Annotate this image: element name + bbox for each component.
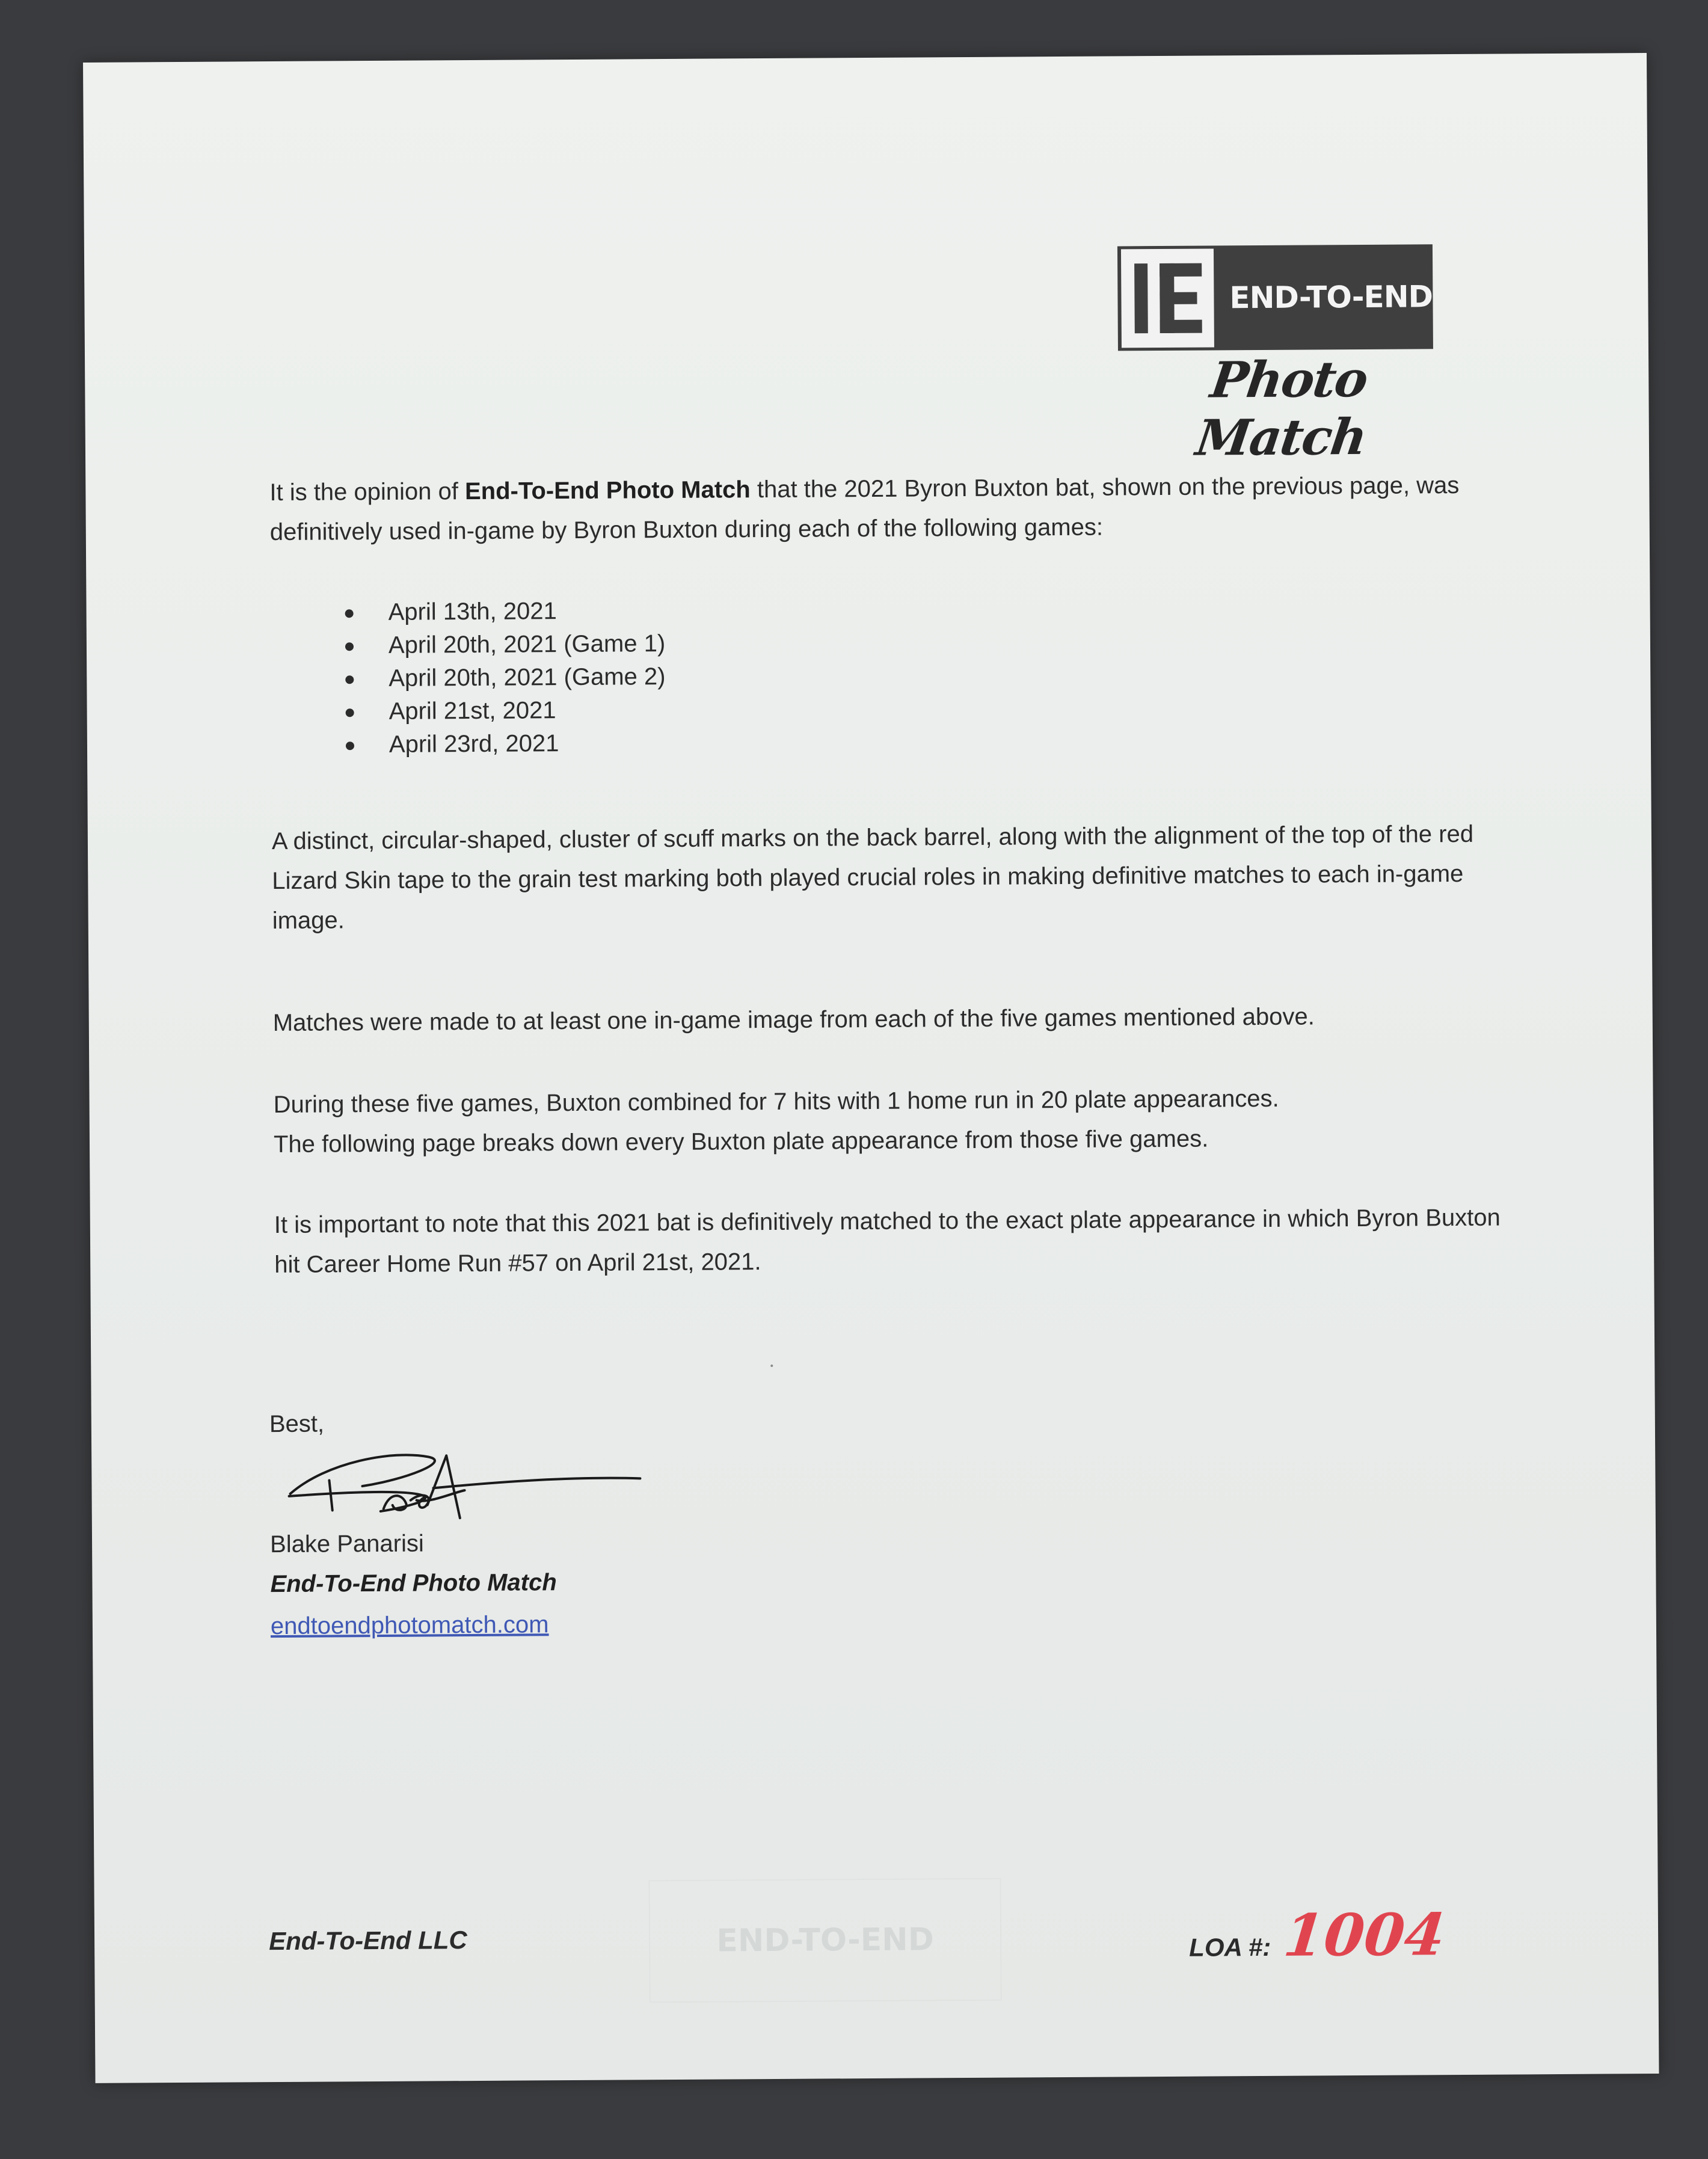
intro-text-start: It is the opinion of <box>269 478 465 506</box>
signer-company: End-To-End Photo Match <box>270 1569 557 1598</box>
salutation: Best, <box>269 1410 325 1438</box>
matches-paragraph: Matches were made to at least one in-game image from each of the five games mentioned above. <box>272 1003 1315 1037</box>
footer-company: End-To-End LLC <box>268 1926 467 1956</box>
logo-e-icon <box>1121 248 1214 348</box>
letter-sheet <box>83 53 1659 2083</box>
stats-paragraph <box>273 1077 1525 1164</box>
intro-text-end: that the 2021 Byron Buxton bat, shown on the previous page, was definitively used in-game by Byron Buxton during each of the following games: <box>269 471 1460 546</box>
list-item: April 21st, 2021 <box>345 693 666 728</box>
loa-number-block <box>1189 1900 1448 1970</box>
home-run-paragraph: It is important to note that this 2021 bat is definitively matched to the exact plate appearance in which Byron Buxton hit Career Home Run #57 on April 21st, 2021. <box>274 1204 1501 1279</box>
list-item: April 20th, 2021 (Game 2) <box>345 660 666 695</box>
signer-name: Blake Panarisi <box>269 1530 424 1558</box>
games-list <box>345 594 666 761</box>
list-item: April 23rd, 2021 <box>346 726 666 761</box>
list-item: April 20th, 2021 (Game 1) <box>345 627 666 662</box>
paper-speck <box>770 1365 773 1367</box>
list-item: April 13th, 2021 <box>345 594 665 629</box>
loa-label: LOA #: <box>1189 1932 1271 1962</box>
brand-logo <box>1117 244 1433 351</box>
logo-script-text: Photo Match <box>1193 350 1371 467</box>
scuff-marks-paragraph: A distinct, circular-shaped, cluster of scuff marks on the back barrel, along with the alignment of the top of the red Lizard Skin tape to the grain test marking both played crucial roles in making definitive matches to each in-game image. <box>271 820 1474 935</box>
intro-paragraph <box>269 465 1521 552</box>
embossed-watermark: END-TO-END <box>649 1878 1002 2003</box>
logo-brand-text: END-TO-END <box>1229 279 1433 316</box>
intro-company-bold: End-To-End Photo Match <box>464 476 751 505</box>
stats-line-1: During these five games, Buxton combined for 7 hits with 1 home run in 20 plate appearances. <box>273 1085 1279 1119</box>
loa-number: 1004 <box>1280 1900 1448 1970</box>
website-link[interactable]: endtoendphotomatch.com <box>270 1611 549 1640</box>
stats-line-2: The following page breaks down every Buxton plate appearance from those five games. <box>273 1125 1209 1158</box>
